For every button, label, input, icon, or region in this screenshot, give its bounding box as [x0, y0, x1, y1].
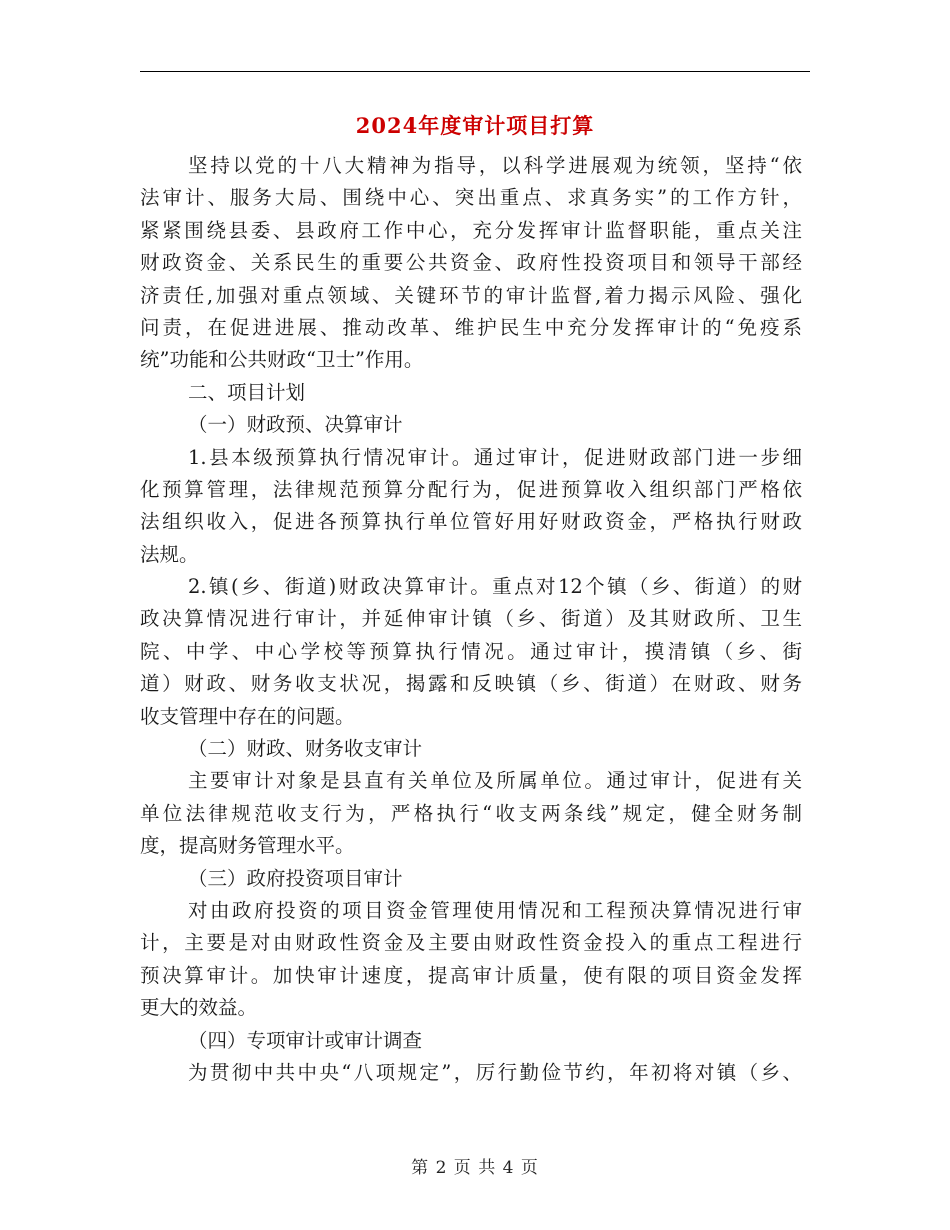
body-line: （三）政府投资项目审计: [188, 866, 403, 890]
body-line: 法规。: [140, 542, 199, 566]
body-line: 1.县本级预算执行情况审计。通过审计，促进财政部门进一步细: [188, 445, 802, 469]
header-rule: [140, 71, 810, 72]
body-line: 法组织收入，促进各预算执行单位管好用好财政资金，严格执行财政: [140, 510, 802, 534]
body-line: 主要审计对象是县直有关单位及所属单位。通过审计，促进有关: [188, 769, 802, 793]
page-footer: 第 2 页 共 4 页: [411, 1158, 539, 1178]
body-line: 问责，在促进进展、推动改革、维护民生中充分发挥审计的“免疫系: [140, 315, 802, 339]
body-line: 济责任,加强对重点领域、关键环节的审计监督,着力揭示风险、强化: [140, 283, 802, 307]
body-line: 度，提高财务管理水平。: [140, 834, 355, 858]
document-body: [140, 150, 802, 1089]
body-line: 统”功能和公共财政“卫士”作用。: [140, 348, 424, 372]
body-line: 院、中学、中心学校等预算执行情况。通过审计，摸清镇（乡、街: [140, 639, 802, 663]
body-line: 财政资金、关系民生的重要公共资金、政府性投资项目和领导干部经: [140, 251, 802, 275]
body-line: 收支管理中存在的问题。: [140, 704, 355, 728]
body-line: 道）财政、财务收支状况，揭露和反映镇（乡、街道）在财政、财务: [140, 672, 802, 696]
body-line: 二、项目计划: [188, 380, 306, 404]
body-line: 单位法律规范收支行为，严格执行“收支两条线”规定，健全财务制: [140, 801, 802, 825]
body-line: （二）财政、财务收支审计: [188, 737, 423, 761]
body-line: 政决算情况进行审计，并延伸审计镇（乡、街道）及其财政所、卫生: [140, 607, 802, 631]
body-line: 对由政府投资的项目资金管理使用情况和工程预决算情况进行审: [188, 898, 802, 922]
body-line: 紧紧围绕县委、县政府工作中心，充分发挥审计监督职能，重点关注: [140, 218, 802, 242]
body-line: 2.镇(乡、街道)财政决算审计。重点对12个镇（乡、街道）的财: [188, 575, 802, 599]
body-line: 计，主要是对由财政性资金及主要由财政性资金投入的重点工程进行: [140, 931, 802, 955]
document-title: 2024年度审计项目打算: [355, 113, 595, 138]
body-line: （一）财政预、决算审计: [188, 413, 403, 437]
body-line: 坚持以党的十八大精神为指导，以科学进展观为统领，坚持“依: [188, 154, 802, 177]
body-line: 法审计、服务大局、围绕中心、突出重点、求真务实”的工作方针，: [140, 186, 802, 210]
body-line: （四）专项审计或审计调查: [188, 1028, 423, 1052]
body-line: 预决算审计。加快审计速度，提高审计质量，使有限的项目资金发挥: [140, 963, 802, 987]
body-line: 更大的效益。: [140, 996, 258, 1020]
body-line: 为贯彻中共中央“八项规定”，厉行勤俭节约，年初将对镇（乡、: [188, 1060, 802, 1084]
body-line: 化预算管理，法律规范预算分配行为，促进预算收入组织部门严格依: [140, 477, 802, 501]
